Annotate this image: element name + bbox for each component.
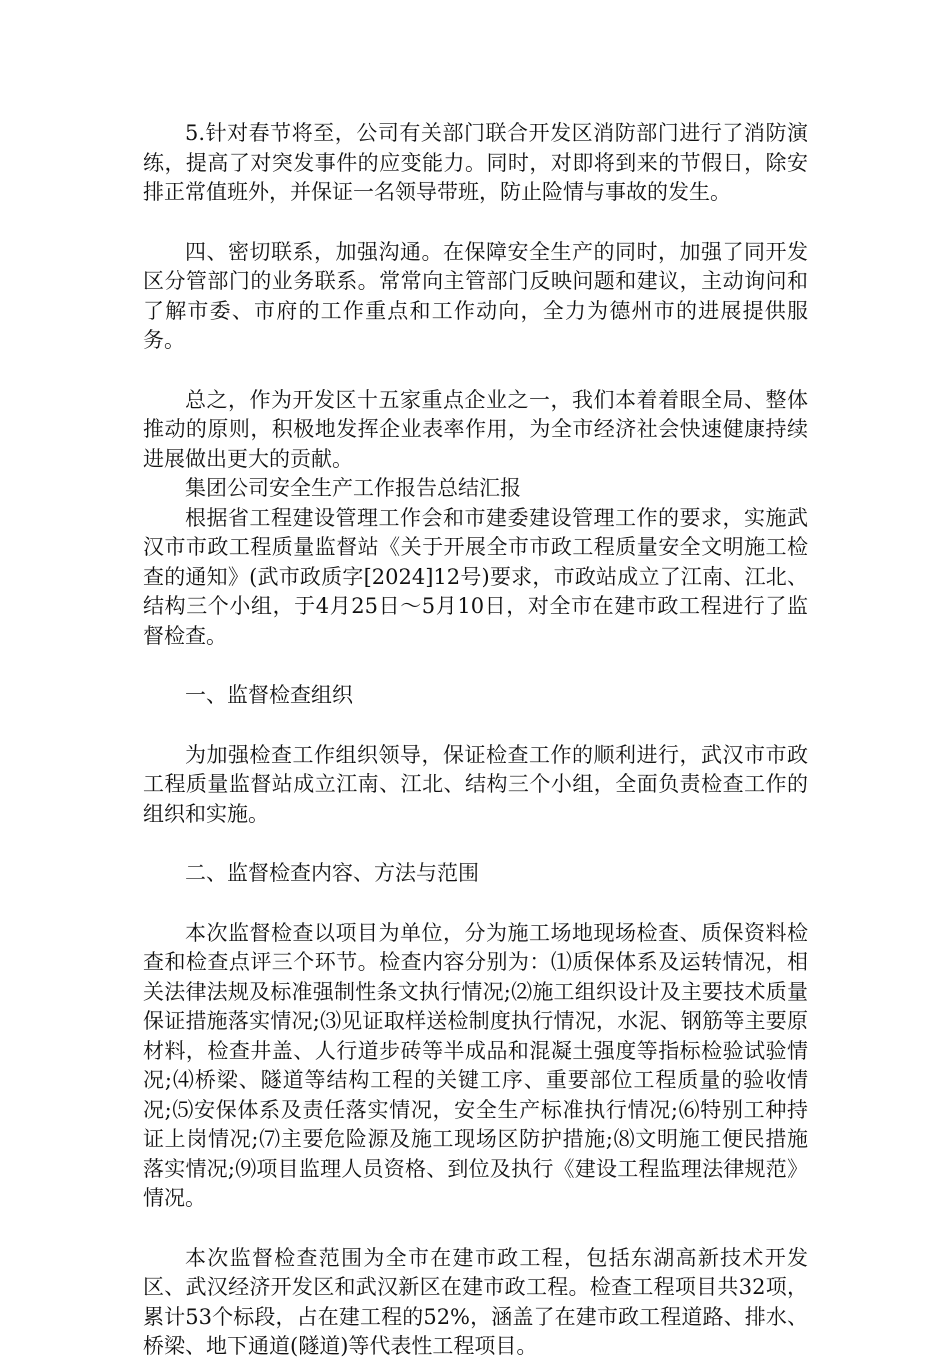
paragraph-summary: 总之，作为开发区十五家重点企业之一，我们本着着眼全局、整体推动的原则，积极地发挥企业表率作用，为全市经济社会快速健康持续进展做出更大的贡献。	[143, 387, 808, 471]
paragraph-inspection-content: 本次监督检查以项目为单位，分为施工场地现场检查、质保资料检查和检查点评三个环节。检查内容分别为：⑴质保体系及运转情况，相关法律法规及标准强制性条文执行情况;⑵施工组织设计及主要技术质量保证措施落实情况;⑶见证取样送检制度执行情况，水泥、钢筋等主要原材料，检查井盖、人行道步砖等半成品和混凝土强度等指标检验试验情况;⑷桥梁、隧道等结构工程的关键工序、重要部位工程质量的验收情况;⑸安保体系及责任落实情况，安全生产标准执行情况;⑹特别工种持证上岗情况;⑺主要危险源及施工现场区防护措施;⑻文明施工便民措施落实情况;⑼项目监理人员资格、到位及执行《建设工程监理法律规范》情况。	[143, 920, 808, 1210]
section-heading-organization: 一、监督检查组织	[185, 683, 353, 707]
paragraph-communication: 四、密切联系，加强沟通。在保障安全生产的同时，加强了同开发区分管部门的业务联系。常常向主管部门反映问题和建议，主动询问和了解市委、市府的工作重点和工作动向，全力为德州市的进展提供服务。	[143, 239, 808, 352]
paragraph-fire-drill: 5.针对春节将至，公司有关部门联合开发区消防部门进行了消防演练，提高了对突发事件的应变能力。同时，对即将到来的节假日，除安排正常值班外，并保证一名领导带班，防止险情与事故的发生。	[143, 121, 808, 204]
section-heading-content-method-scope: 二、监督检查内容、方法与范围	[185, 861, 479, 885]
paragraph-inspection-scope: 本次监督检查范围为全市在建市政工程，包括东湖高新技术开发区、武汉经济开发区和武汉新区在建市政工程。检查工程项目共32项，累计53个标段，占在建工程的52%，涵盖了在建市政工程道路、排水、桥梁、地下通道(隧道)等代表性工程项目。	[143, 1245, 808, 1358]
paragraph-report-intro: 根据省工程建设管理工作会和市建委建设管理工作的要求，实施武汉市市政工程质量监督站《关于开展全市市政工程质量安全文明施工检查的通知》(武市政质字[2024]12号)要求，市政站成立了江南、江北、结构三个小组，于4月25日～5月10日，对全市在建市政工程进行了监督检查。	[143, 505, 808, 648]
report-title: 集团公司安全生产工作报告总结汇报	[185, 476, 521, 500]
paragraph-organization: 为加强检查工作组织领导，保证检查工作的顺利进行，武汉市市政工程质量监督站成立江南、江北、结构三个小组，全面负责检查工作的组织和实施。	[143, 742, 808, 826]
document-body	[143, 119, 808, 1362]
